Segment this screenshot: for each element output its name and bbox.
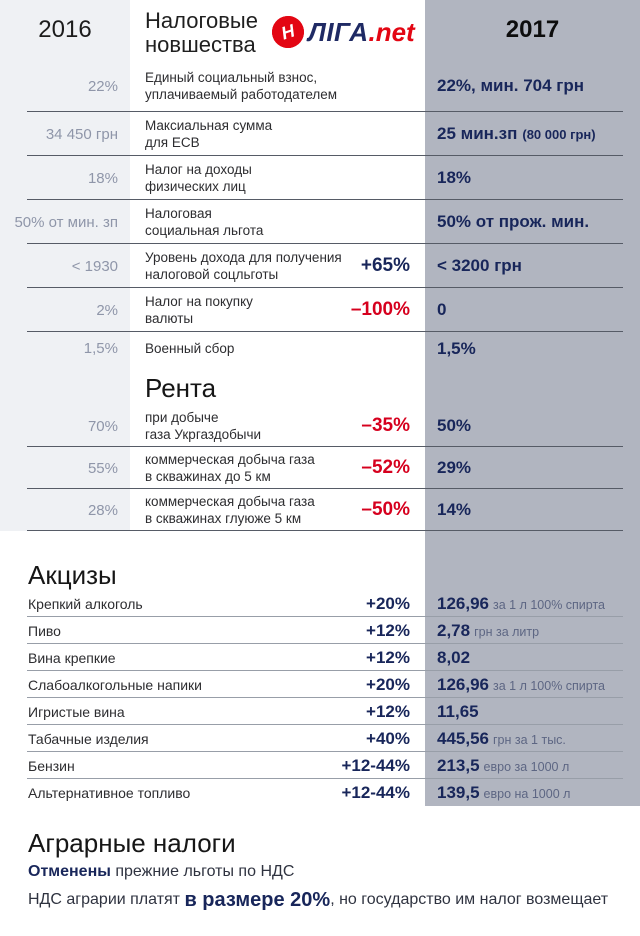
- excise-value: 445,56 грн за 1 тыс.: [437, 728, 566, 748]
- excise-row: [0, 752, 640, 779]
- new-value: 18%: [437, 168, 472, 187]
- delta-value: [345, 200, 425, 244]
- excise-value: 11,65: [437, 701, 479, 721]
- renta-section-title: Рента: [145, 373, 217, 403]
- delta-value: [345, 156, 425, 200]
- year-2017-label: 2017: [505, 16, 560, 43]
- header-middle: [130, 0, 425, 60]
- excise-label: Слабоалкогольные напики: [28, 676, 202, 693]
- excise-delta: +12%: [366, 701, 410, 721]
- excise-row: [0, 617, 640, 644]
- excise-label: Бензин: [28, 757, 75, 774]
- old-value: 2%: [96, 301, 118, 319]
- table-row: [0, 405, 640, 447]
- old-value: 18%: [87, 169, 118, 187]
- excise-row: [0, 779, 640, 806]
- table-row: [0, 112, 640, 156]
- excise-label: Альтернативное топливо: [28, 784, 191, 801]
- agrarian-line-1: Отменены прежние льготы по НДС: [28, 862, 295, 880]
- excise-delta: +12-44%: [341, 782, 410, 802]
- delta-value: –50%: [361, 499, 410, 520]
- old-value: 1,5%: [83, 340, 118, 357]
- new-value: 0: [437, 300, 447, 319]
- row-description: Максиальная сумма для ЕСВ: [145, 118, 273, 150]
- header: [0, 0, 640, 60]
- excise-row: [0, 698, 640, 725]
- row-description: коммерческая добыча газа в скважинах глуюже 5 км: [145, 494, 315, 526]
- logo-text-net: .net: [368, 16, 415, 47]
- excise-value: 8,02: [437, 647, 471, 667]
- excise-row: [0, 671, 640, 698]
- agrarian-section-title: Аграрные налоги: [28, 828, 236, 858]
- new-value: 25 мин.зп (80 000 грн): [437, 124, 596, 143]
- excise-value: 126,96 за 1 л 100% спирта: [437, 674, 606, 694]
- new-value: 1,5%: [437, 338, 476, 358]
- excise-label: Крепкий алкоголь: [28, 595, 143, 612]
- row-description: Военный сбор: [145, 341, 235, 356]
- new-value: 29%: [437, 458, 472, 477]
- infographic-title: [145, 9, 258, 57]
- excise-delta: +40%: [366, 728, 410, 748]
- old-value: 50% от мин. зп: [14, 213, 118, 231]
- row-description: Налог на доходы физических лиц: [145, 162, 252, 194]
- excise-label: Игристые вина: [28, 703, 125, 720]
- excise-label: Пиво: [28, 622, 61, 639]
- liga-circle-icon: Н: [268, 12, 308, 52]
- excise-value: 213,5 евро за 1000 л: [437, 755, 570, 775]
- row-description: коммерческая добыча газа в скважинах до 5 км: [145, 452, 315, 484]
- excise-row: [0, 644, 640, 671]
- excise-row: [0, 590, 640, 617]
- agrarian-line-2: НДС аграрии платят в размере 20% , но государство им налог возмещает: [28, 888, 609, 911]
- table-row: [0, 332, 640, 365]
- row-description: при добыче газа Укргаздобычи: [145, 410, 262, 442]
- row-description: Налоговая социальная льгота: [145, 206, 264, 238]
- table-row: [0, 244, 640, 288]
- table-row: [0, 156, 640, 200]
- delta-value: +65%: [360, 255, 410, 276]
- table-row: [0, 200, 640, 244]
- table-row: [0, 288, 640, 332]
- excise-section-title: Акцизы: [28, 560, 117, 590]
- new-value: 50% от прож. мин.: [437, 212, 590, 231]
- title-line1: Налоговые: [145, 8, 258, 33]
- excise-label: Вина крепкие: [28, 649, 116, 666]
- old-value: 70%: [87, 417, 118, 435]
- old-value: 28%: [87, 501, 118, 519]
- excise-value: 139,5 евро на 1000 л: [437, 782, 571, 802]
- old-value: 22%: [87, 77, 118, 95]
- delta-value: –52%: [361, 457, 410, 478]
- delta-value: –100%: [350, 299, 410, 320]
- row-description: Налог на покупку валюты: [145, 294, 253, 326]
- excise-delta: +12%: [366, 620, 410, 640]
- table-row: [0, 447, 640, 489]
- excise-label: Табачные изделия: [28, 730, 149, 747]
- delta-value: [345, 112, 425, 156]
- delta-value: [345, 60, 425, 112]
- excise-delta: +20%: [366, 674, 410, 694]
- logo-text-liga: ЛІГА: [307, 16, 369, 47]
- excise-value: 2,78 грн за литр: [437, 620, 540, 640]
- delta-value: [345, 332, 425, 365]
- new-value: 22%, мин. 704 грн: [437, 76, 585, 95]
- liga-net-logo: [272, 16, 415, 48]
- new-value: < 3200 грн: [437, 256, 522, 275]
- table-row: [0, 489, 640, 531]
- new-value: 50%: [437, 416, 472, 435]
- title-line2: новшества: [145, 32, 256, 57]
- excise-delta: +12%: [366, 647, 410, 667]
- table-row: [0, 60, 640, 112]
- excise-value: 126,96 за 1 л 100% спирта: [437, 593, 606, 613]
- row-description: Единый социальный взнос, уплачиваемый работодателем: [145, 70, 338, 102]
- old-value: 34 450 грн: [45, 125, 118, 143]
- old-value: 55%: [87, 459, 118, 477]
- year-2016-label: 2016: [38, 16, 92, 43]
- excise-row: [0, 725, 640, 752]
- row-description: Уровень дохода для получения налоговой соцльготы: [145, 250, 342, 282]
- excise-delta: +20%: [366, 593, 410, 613]
- old-value: < 1930: [71, 257, 118, 275]
- excise-delta: +12-44%: [341, 755, 410, 775]
- delta-value: –35%: [361, 415, 410, 436]
- new-value: 14%: [437, 500, 472, 519]
